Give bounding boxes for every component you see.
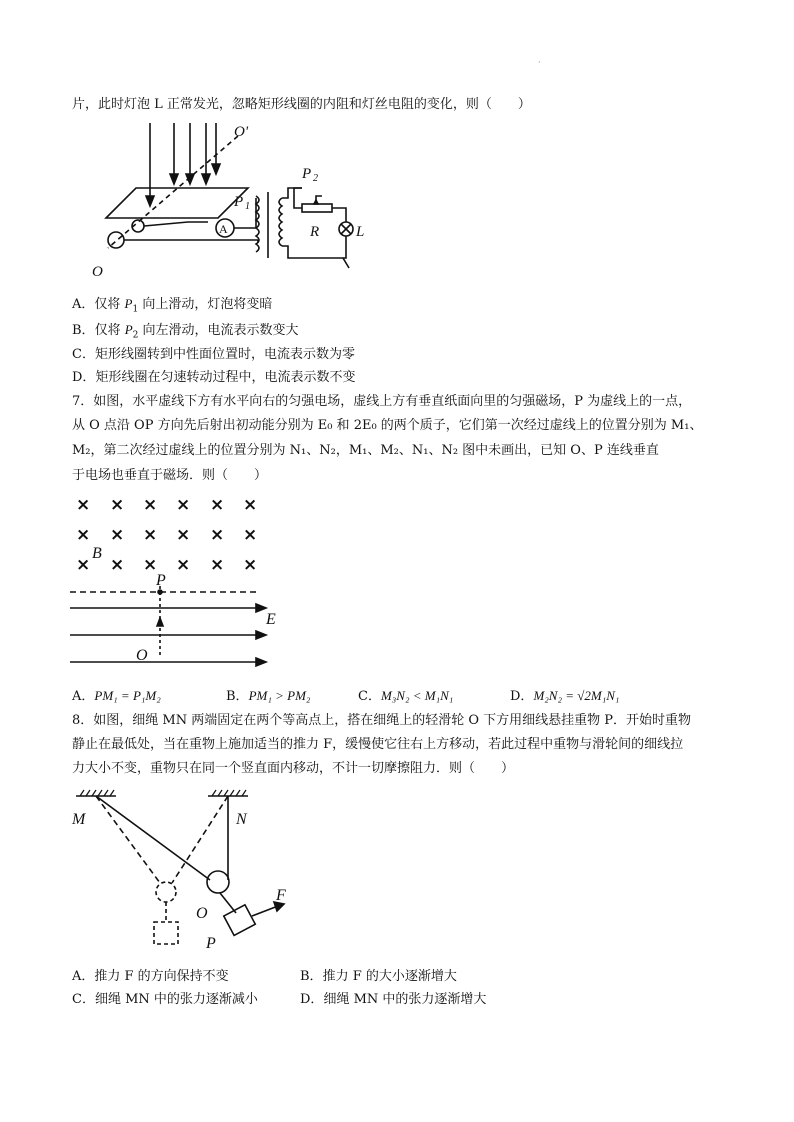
label-N: N [236, 811, 247, 828]
label-L: L [356, 224, 365, 240]
q6-option-c: C．矩形线圈转到中性面位置时，电流表示数为零 [72, 347, 355, 362]
q8-pulley-figure [70, 788, 300, 958]
q7-stem-line1: 7．如图，水平虚线下方有水平向右的匀强电场，虚线上方有垂直纸面向里的匀强磁场，P 为虚线上的一点， [72, 394, 692, 409]
label-P: P [156, 572, 166, 589]
q8-option-c: C．细绳 MN 中的张力逐渐减小 [72, 992, 258, 1007]
q6-option-a: A．仅将 $P_1$ 向上滑动，灯泡将变暗 [72, 296, 273, 315]
field-cross: × [76, 555, 91, 575]
label-P1: P [234, 194, 244, 210]
field-cross: × [143, 525, 158, 545]
label-P2-sub: 2 [313, 173, 318, 184]
field-cross: × [243, 555, 258, 575]
q7-option-d: D．M₂N₂ = √2M₁N₁ [510, 688, 620, 704]
q7-option-b: B．PM₁ > PM₂ [226, 688, 311, 704]
q6-option-d: D．矩形线圈在匀速转动过程中，电流表示数不变 [72, 370, 356, 385]
corner-mark: · [538, 58, 541, 67]
q7-stem-line3: M₂，第二次经过虚线上的位置分别为 N₁、N₂，M₁、M₂、N₁、N₂ 图中未画出，已知 O、P 连线垂直 [72, 443, 659, 458]
field-cross: × [143, 495, 158, 515]
q7-option-a: A．PM₁ = P₁M₂ [72, 688, 161, 704]
label-O: O [136, 647, 148, 664]
q7-stem-line4: 于电场也垂直于磁场．则（ ） [72, 468, 268, 483]
q7-field-figure [70, 492, 290, 672]
field-cross: × [243, 495, 258, 515]
label-E: E [266, 611, 276, 628]
q6-option-b: B．仅将 $P_2$ 向左滑动，电流表示数变大 [72, 322, 299, 341]
label-P1-sub: 1 [245, 201, 250, 212]
field-cross: × [143, 555, 158, 575]
field-cross: × [210, 495, 225, 515]
ammeter-label: A [219, 222, 228, 236]
label-B: B [92, 545, 102, 562]
q7-stem-line2: 从 O 点沿 OP 方向先后射出初动能分别为 E₀ 和 2E₀ 的两个质子，它们第一次经过虚线上的位置分别为 M₁、 [72, 418, 703, 433]
field-cross: × [76, 525, 91, 545]
label-O: O [92, 264, 103, 280]
q6-stem: 片，此时灯泡 L 正常发光，忽略矩形线圈的内阻和灯丝电阻的变化，则（ ） [72, 97, 531, 112]
q6-generator-transformer-figure [88, 118, 388, 283]
label-O-prime: O' [234, 124, 249, 140]
field-cross: × [110, 525, 125, 545]
q8-stem-line2: 静止在最低处，当在重物上施加适当的推力 F，缓慢使它往右上方移动，若此过程中重物与滑轮间的细线拉 [72, 737, 684, 752]
label-R: R [310, 224, 320, 240]
label-P: P [206, 935, 216, 952]
q8-option-b: B．推力 F 的大小逐渐增大 [300, 969, 457, 984]
field-cross: × [210, 525, 225, 545]
field-cross: × [210, 555, 225, 575]
label-M: M [72, 811, 86, 828]
q8-stem-line1: 8．如图，细绳 MN 两端固定在两个等高点上，搭在细绳上的轻滑轮 O 下方用细线悬挂重物 P．开始时重物 [72, 713, 692, 728]
label-F: F [276, 887, 286, 904]
q8-option-a: A．推力 F 的方向保持不变 [72, 969, 229, 984]
q8-option-d: D．细绳 MN 中的张力逐渐增大 [300, 992, 487, 1007]
label-O: O [196, 905, 208, 922]
field-cross: × [110, 555, 125, 575]
field-cross: × [176, 495, 191, 515]
field-cross: × [76, 495, 91, 515]
label-P2: P [302, 166, 312, 182]
q8-stem-line3: 力大小不变，重物只在同一个竖直面内移动，不计一切摩擦阻力．则（ ） [72, 761, 515, 776]
field-cross: × [110, 495, 125, 515]
field-cross: × [176, 555, 191, 575]
field-cross: × [176, 525, 191, 545]
field-cross: × [243, 525, 258, 545]
q7-option-c: C．M₃N₂ < M₁N₁ [358, 688, 454, 704]
